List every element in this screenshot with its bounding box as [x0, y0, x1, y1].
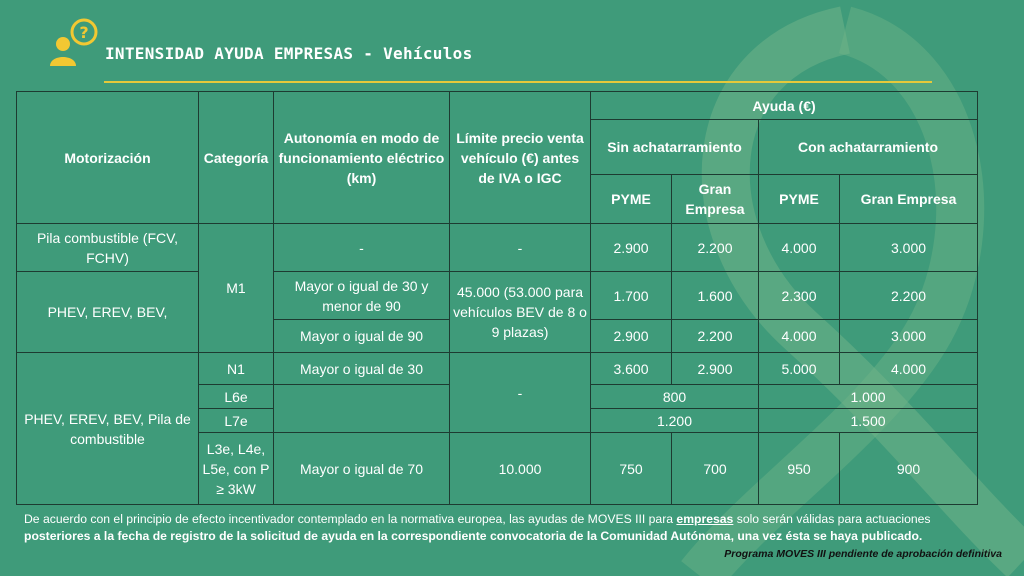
- page-title: INTENSIDAD AYUDA EMPRESAS - Vehículos: [105, 44, 473, 63]
- footnote: [24, 511, 984, 545]
- cell-sin-gran: 2.900: [672, 353, 759, 385]
- aid-table: [16, 91, 978, 505]
- cell-sin-gran: 2.200: [672, 320, 759, 353]
- cell-motorizacion: Pila combustible (FCV, FCHV): [17, 224, 199, 272]
- cell-con-pyme: 5.000: [759, 353, 840, 385]
- cell-con-pyme: 4.000: [759, 320, 840, 353]
- cell-con-pyme: 4.000: [759, 224, 840, 272]
- person-question-icon: [48, 18, 100, 68]
- header-gran-empresa-con: Gran Empresa: [840, 175, 978, 224]
- table-row: [17, 353, 978, 385]
- cell-limite: -: [450, 353, 591, 433]
- cell-categoria: M1: [199, 224, 274, 353]
- cell-con-gran: 3.000: [840, 320, 978, 353]
- footnote-text: De acuerdo con el principio de efecto incentivador contemplado en la normativa europea, las ayudas de MOVES III para: [24, 512, 677, 526]
- cell-categoria: L6e: [199, 385, 274, 409]
- cell-categoria: N1: [199, 353, 274, 385]
- header-pyme-con: PYME: [759, 175, 840, 224]
- table-row: [17, 224, 978, 272]
- cell-autonomia: Mayor o igual de 30 y menor de 90: [274, 272, 450, 320]
- cell-limite: -: [450, 224, 591, 272]
- cell-autonomia: -: [274, 224, 450, 272]
- header-ayuda: Ayuda (€): [591, 92, 978, 120]
- pending-approval-note: Programa MOVES III pendiente de aprobación definitiva: [724, 548, 1002, 560]
- cell-con-achatarramiento: 1.000: [759, 385, 978, 409]
- cell-sin-achatarramiento: 800: [591, 385, 759, 409]
- cell-con-gran: 3.000: [840, 224, 978, 272]
- cell-autonomia: Mayor o igual de 30: [274, 353, 450, 385]
- cell-sin-achatarramiento: 1.200: [591, 409, 759, 433]
- header-limite-precio: Límite precio venta vehículo (€) antes de IVA o IGC: [450, 92, 591, 224]
- header-con-achatarramiento: Con achatarramiento: [759, 120, 978, 175]
- cell-con-pyme: 950: [759, 433, 840, 505]
- cell-categoria: L3e, L4e, L5e, con P ≥ 3kW: [199, 433, 274, 505]
- cell-sin-gran: 2.200: [672, 224, 759, 272]
- header-motorizacion: Motorización: [17, 92, 199, 224]
- cell-sin-pyme: 2.900: [591, 224, 672, 272]
- cell-con-gran: 4.000: [840, 353, 978, 385]
- cell-con-gran: 900: [840, 433, 978, 505]
- cell-autonomia: Mayor o igual de 90: [274, 320, 450, 353]
- title-underline: [104, 81, 932, 83]
- header-pyme-sin: PYME: [591, 175, 672, 224]
- cell-sin-pyme: 1.700: [591, 272, 672, 320]
- cell-motorizacion: PHEV, EREV, BEV, Pila de combustible: [17, 353, 199, 505]
- cell-con-achatarramiento: 1.500: [759, 409, 978, 433]
- header-row-1: [17, 92, 978, 120]
- header-categoria: Categoría: [199, 92, 274, 224]
- svg-text:?: ?: [79, 23, 89, 42]
- cell-sin-gran: 700: [672, 433, 759, 505]
- cell-autonomia: Mayor o igual de 70: [274, 433, 450, 505]
- cell-limite: 10.000: [450, 433, 591, 505]
- table-row: [17, 272, 978, 320]
- cell-sin-pyme: 3.600: [591, 353, 672, 385]
- cell-con-gran: 2.200: [840, 272, 978, 320]
- footnote-bold: posteriores a la fecha de registro de la solicitud de ayuda en la correspondiente convocatoria de la Comunidad Autónoma, una vez ésta se haya publicado.: [24, 529, 923, 543]
- footnote-emphasis: empresas: [676, 512, 734, 526]
- cell-autonomia-empty: [274, 385, 450, 433]
- cell-sin-pyme: 2.900: [591, 320, 672, 353]
- cell-categoria: L7e: [199, 409, 274, 433]
- cell-sin-gran: 1.600: [672, 272, 759, 320]
- header-sin-achatarramiento: Sin achatarramiento: [591, 120, 759, 175]
- header-gran-empresa-sin: Gran Empresa: [672, 175, 759, 224]
- footnote-text-2: solo serán válidas para actuaciones: [733, 512, 931, 526]
- header-autonomia: Autonomía en modo de funcionamiento eléctrico (km): [274, 92, 450, 224]
- cell-motorizacion: PHEV, EREV, BEV,: [17, 272, 199, 353]
- cell-sin-pyme: 750: [591, 433, 672, 505]
- cell-con-pyme: 2.300: [759, 272, 840, 320]
- cell-limite: 45.000 (53.000 para vehículos BEV de 8 o 9 plazas): [450, 272, 591, 353]
